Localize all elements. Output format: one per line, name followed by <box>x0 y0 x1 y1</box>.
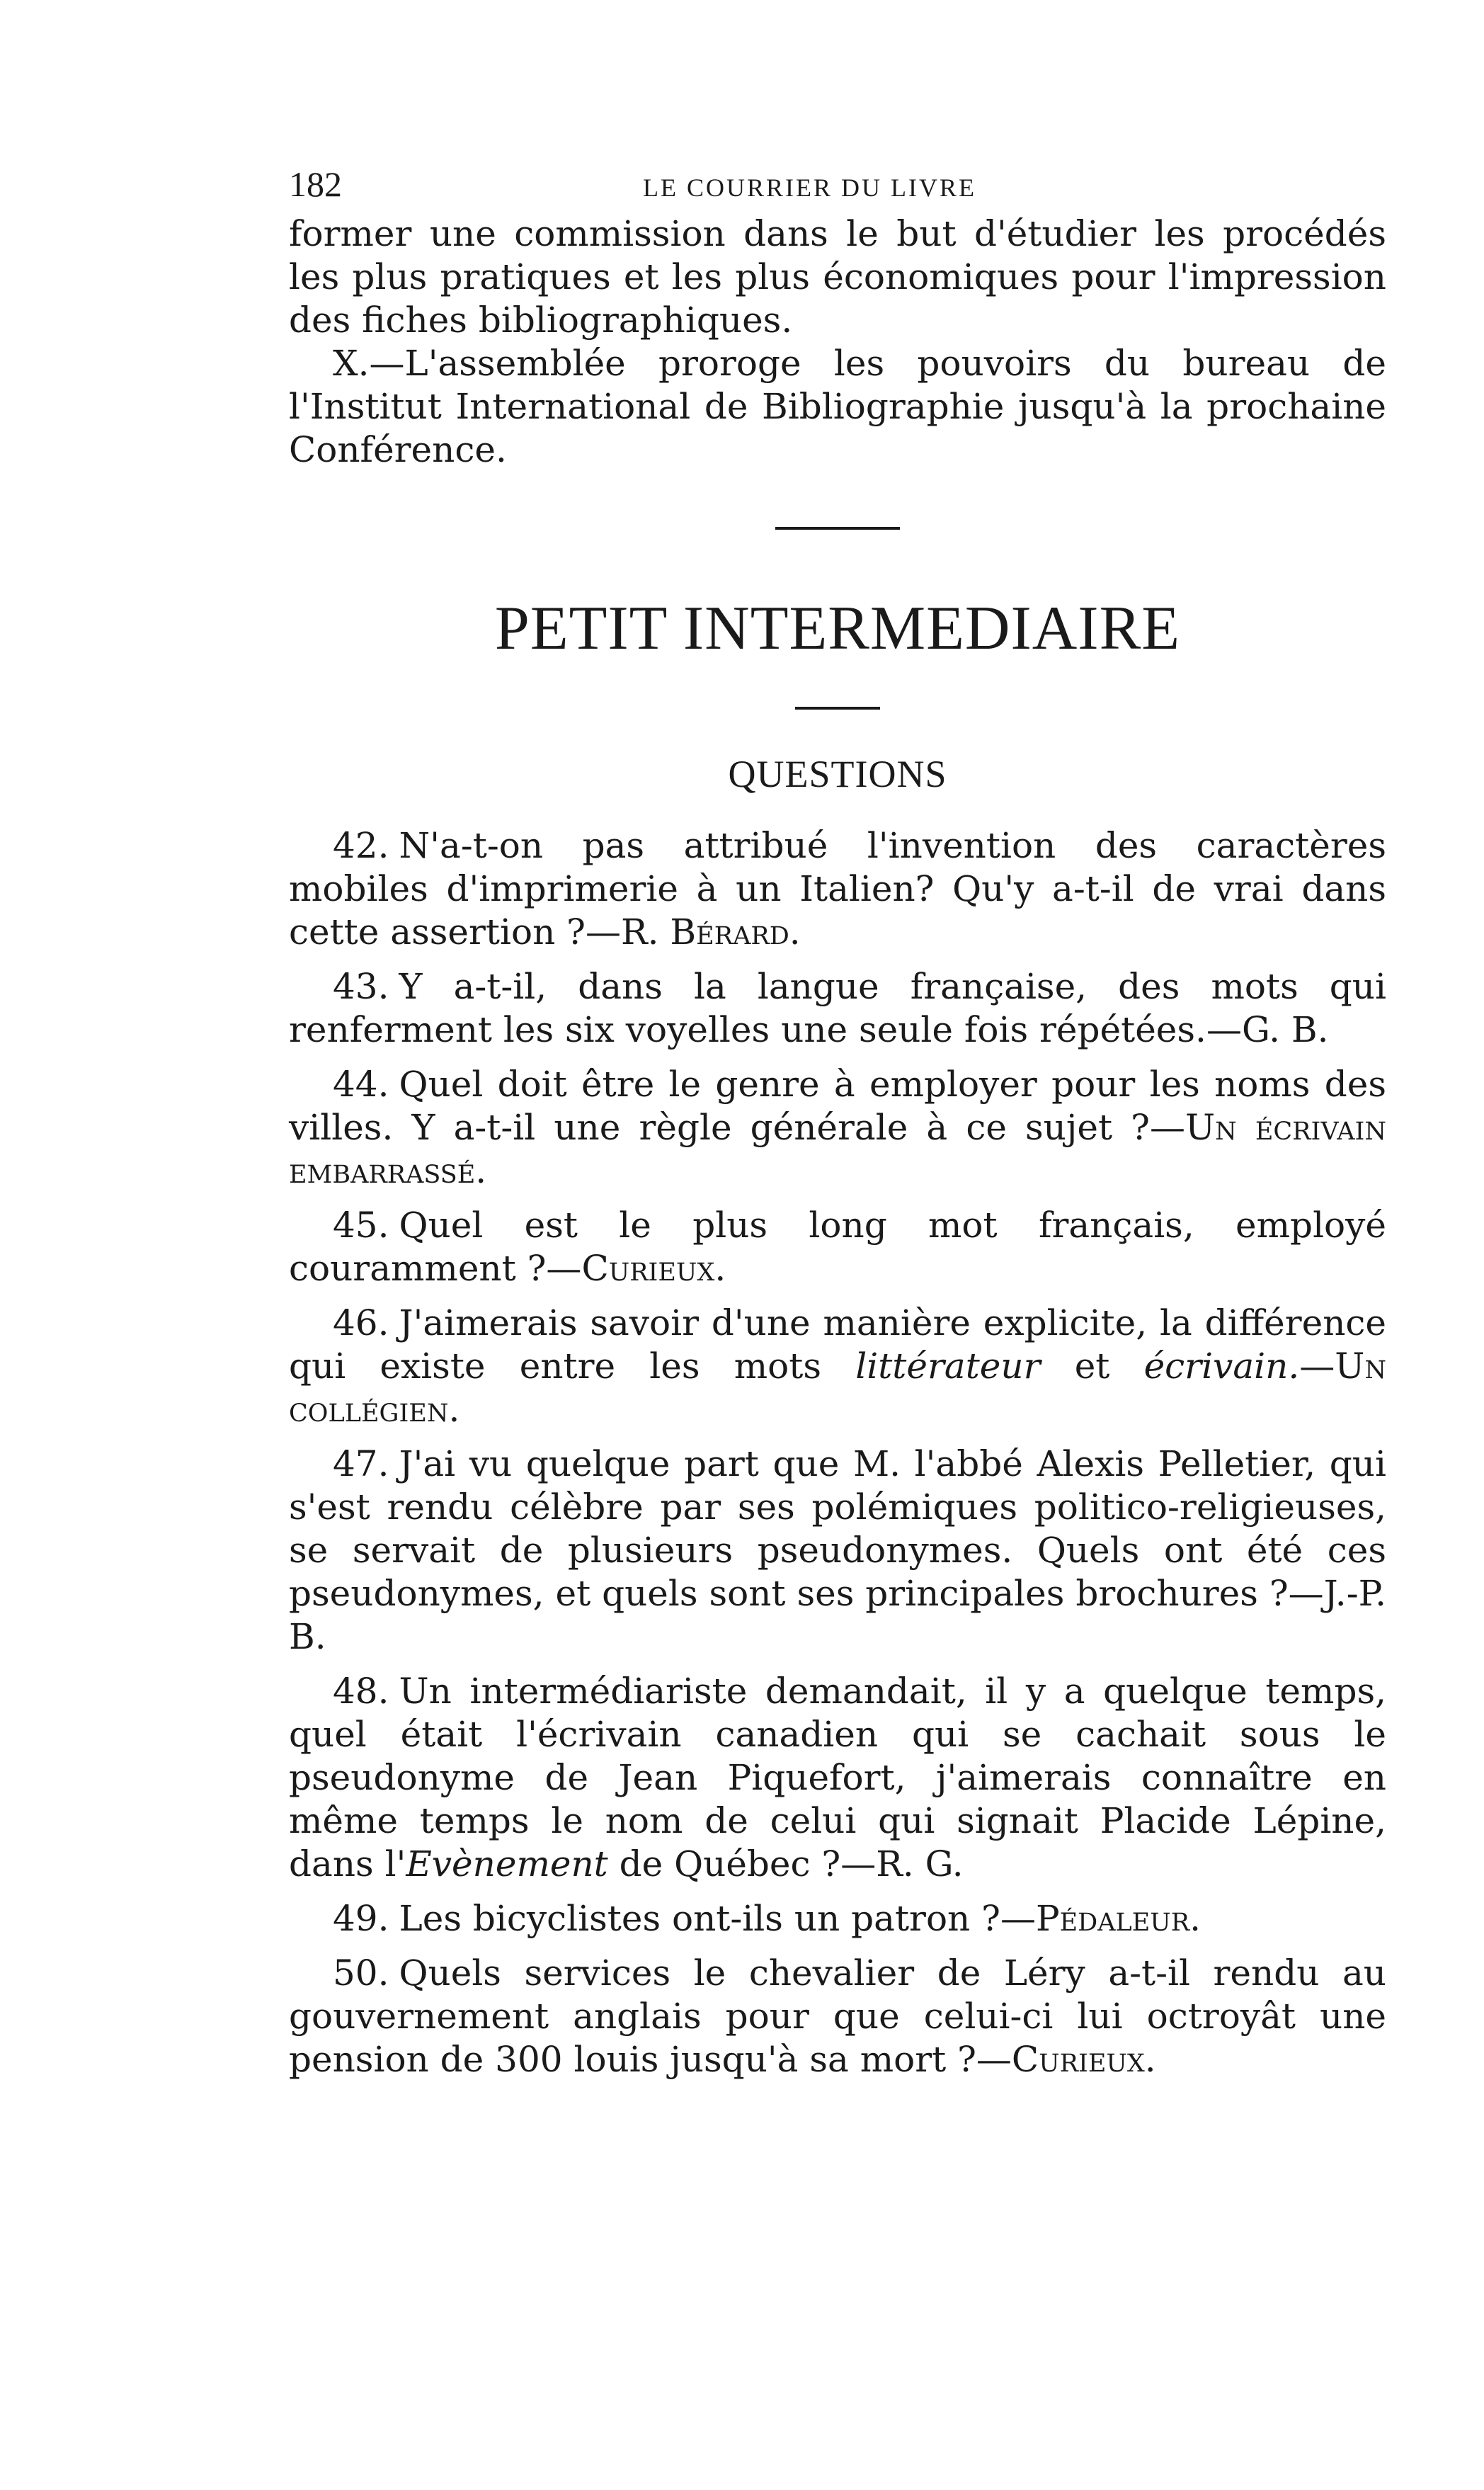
question-43 <box>289 965 1386 1052</box>
question-text: Un intermédiariste demandait, il y a quelque temps, quel était l'écrivain canadien qui se cachait sous le pseudonyme de Jean Piquefort, j'aimerais connaître en même temps le nom de celui qui signait Placide Lépine, dans l' <box>289 1671 1386 1884</box>
question-number: 46. <box>333 1302 389 1343</box>
question-50 <box>289 1952 1386 2081</box>
question-signature: R. Bérard. <box>620 911 801 953</box>
italic-term: littérateur <box>855 1346 1041 1387</box>
question-number: 45. <box>333 1205 389 1246</box>
section-title: PETIT INTERMEDIAIRE <box>494 594 1181 663</box>
italic-title: Evènement <box>406 1843 608 1884</box>
question-text: N'a-t-on pas attribué l'invention des caractères mobiles d'imprimerie à un Italien? Qu'y a-t-il de vrai dans cette assertion ?— <box>289 825 1386 953</box>
question-signature: Curieux. <box>1011 2039 1156 2080</box>
question-signature: Curieux. <box>581 1248 726 1289</box>
italic-term: écrivain. <box>1143 1346 1300 1387</box>
journal-title: LE COURRIER DU LIVRE <box>643 174 976 202</box>
question-number: 43. <box>333 966 389 1007</box>
question-number: 42. <box>333 825 389 866</box>
question-signature: Un écrivain embarrassé. <box>289 1107 1386 1191</box>
page-content <box>289 163 1386 2093</box>
question-number: 49. <box>333 1898 389 1939</box>
question-text: Quel est le plus long mot français, employé couramment ?— <box>289 1205 1386 1289</box>
question-text: Quels services le chevalier de Léry a-t-il rendu au gouvernement anglais pour que celui-ci lui octroyât une pension de 300 louis jusqu'à sa mort ?— <box>289 1952 1386 2080</box>
question-46 <box>289 1302 1386 1431</box>
question-text: Y a-t-il, dans la langue française, des mots qui renferment les six voyelles une seule fois répétées.— <box>289 966 1386 1050</box>
question-text: J'ai vu quelque part que M. l'abbé Alexis Pelletier, qui s'est rendu célèbre par ses polémiques politico-religieuses, se servait de plusieurs pseudonymes. Quels ont été ces pseudonymes, et quels sont ses principales brochures ?— <box>289 1443 1386 1614</box>
question-number: 44. <box>333 1064 389 1105</box>
question-text: Les bicyclistes ont-ils un patron ?— <box>399 1898 1036 1939</box>
question-45 <box>289 1204 1386 1290</box>
section-divider-top <box>775 527 900 530</box>
question-signature: Un collégien. <box>289 1346 1386 1430</box>
question-number: 50. <box>333 1952 389 1994</box>
question-signature: R. G. <box>876 1843 964 1884</box>
question-text: et <box>1040 1346 1144 1387</box>
question-text: de Québec ?— <box>607 1843 877 1884</box>
question-47 <box>289 1443 1386 1659</box>
question-number: 48. <box>333 1671 389 1712</box>
question-44 <box>289 1063 1386 1193</box>
question-number: 47. <box>333 1443 389 1484</box>
intro-continuation: former une commission dans le but d'étudier les procédés les plus pratiques et les plus économiques pour l'impression des fiches bibliographiques. <box>289 213 1386 341</box>
question-48 <box>289 1670 1386 1886</box>
question-text: — <box>1299 1346 1335 1387</box>
question-42 <box>289 824 1386 954</box>
question-signature: Pédaleur. <box>1035 1898 1202 1939</box>
question-49 <box>289 1897 1386 1940</box>
question-text: Quel doit être le genre à employer pour les noms des villes. Y a-t-il une règle générale à ce sujet ?— <box>289 1064 1386 1148</box>
questions-heading: QUESTIONS <box>728 753 947 795</box>
question-signature: J.-P. B. <box>289 1573 1386 1657</box>
questions-list <box>289 824 1386 2081</box>
page-number: 182 <box>289 164 342 204</box>
question-signature: G. B. <box>1241 1009 1329 1050</box>
question-text: J'aimerais savoir d'une manière explicite, la différence qui existe entre les mots <box>289 1302 1386 1387</box>
running-head <box>289 163 1386 212</box>
intro-item-x: X.—L'assemblée proroge les pouvoirs du bureau de l'Institut International de Bibliographie jusqu'à la prochaine Conférence. <box>289 343 1386 470</box>
section-divider-bottom <box>795 707 880 710</box>
